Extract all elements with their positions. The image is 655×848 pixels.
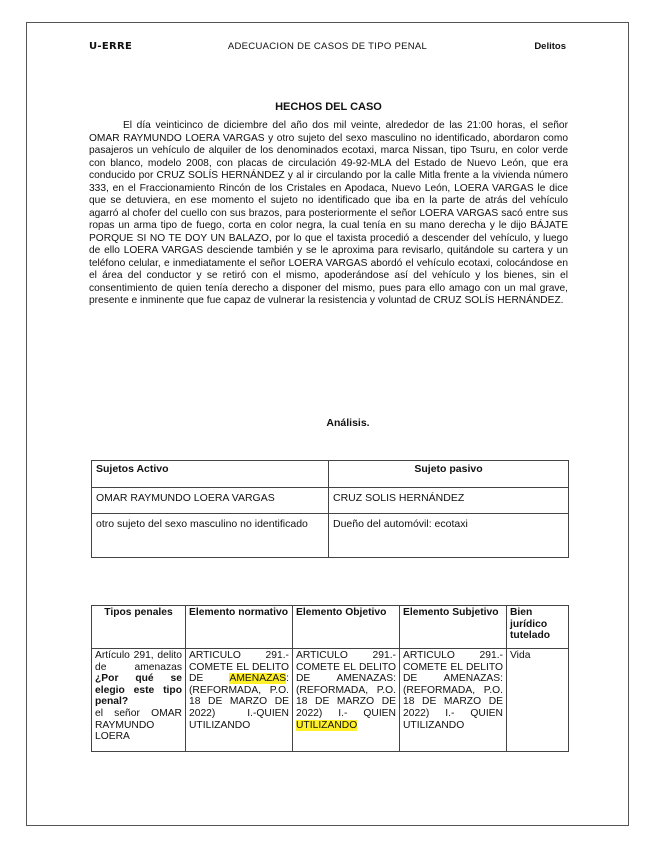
header-protected-legal-good: Bien jurídico tutelado: [507, 606, 569, 649]
cell-normative-element: [186, 649, 293, 752]
cell-protected-good: Vida: [507, 649, 569, 752]
passive-subject-1: CRUZ SOLIS HERNÁNDEZ: [329, 488, 569, 514]
document-page: [26, 22, 629, 826]
table-header-row: [92, 606, 569, 649]
penal-type-question: ¿Por qué se elegio este tipo penal?: [95, 673, 182, 708]
page-header: [89, 41, 566, 55]
case-paragraph: El día veinticinco de diciembre del año dos mil veinte, alrededor de las 21:00 horas, el señor OMAR RAYMUNDO LOERA VARGAS y otro sujeto del sexo masculino no identificado, abordaron como pasajeros un vehículo de alquiler de los denominados ecotaxi, marca Nissan, tipo Tsuru, en color verde con blanco, modelo 2008, con placas de circulación 49-92-MLA del Estado de Nuevo León, que era conducido por CRUZ SOLÍS HERNÁNDEZ y al ir circulando por la calle Mitla frente a la vivienda número 333, en el Fraccionamiento Rincón de los Cristales en Apodaca, Nuevo León, LOERA VARGAS le dice que se detuviera, en ese momento el sujeto no identificado que iba en la parte de atrás del vehículo agarró al chofer del cuello con sus brazos, para posteriormente el señor LOERA VARGAS sacó entre sus ropas un arma tipo de fuego, corta en color negra, la cual tenía en su mano derecha y le dijo BÁJATE PORQUE SI NO TE DOY UN BALAZO, por lo que el taxista procedió a descender del vehículo, y luego de ello LOERA VARGAS desciende también y se le aproxima para revisarlo, quitándole su cartera y un teléfono celular, e inmediatamente el señor LOERA VARGAS abordó el vehículo ecotaxi, colocándose en el área del conductor y se retiró con el mismo, apoderándose así del vehículo y los bienes, sin el consentimiento de quien tenía derecho a disponer del mismo, pues para ello amago con un mal grave, presente e inminente que fue capaz de vulnerar la resistencia y voluntad de CRUZ SOLÍS HERNÁNDEZ.: [89, 120, 568, 306]
passive-subject-2: Dueño del automóvil: ecotaxi: [329, 514, 569, 558]
table-header-row: [92, 461, 569, 488]
uerre-logo: U-ERRE: [89, 41, 133, 52]
table-row: [92, 649, 569, 752]
active-subject-1: OMAR RAYMUNDO LOERA VARGAS: [92, 488, 329, 514]
header-section: Delitos: [534, 41, 566, 52]
subjective-text: ARTICULO 291.- COMETE EL DELITO DE AMENAZAS: (REFORMADA, P.O. 18 DE MARZO DE 2022) I.- QUIEN UTILIZANDO: [403, 650, 503, 731]
table-row: [92, 514, 569, 558]
header-passive-subject: Sujeto pasivo: [329, 461, 569, 488]
header-objective-element: Elemento Objetivo: [293, 606, 400, 649]
active-subject-2: [92, 514, 329, 558]
cell-penal-type: [92, 649, 186, 752]
penal-types-table: [91, 605, 569, 752]
cell-objective-element: [293, 649, 400, 752]
header-active-subjects: Sujetos Activo: [92, 461, 329, 488]
analysis-title: Análisis.: [326, 417, 370, 429]
header-title: ADECUACION DE CASOS DE TIPO PENAL: [227, 41, 428, 52]
objective-text: ARTICULO 291.- COMETE EL DELITO DE AMENAZAS: (REFORMADA, P.O. 18 DE MARZO DE 2022) I.- QUIEN: [296, 650, 396, 719]
header-penal-types: [92, 606, 186, 649]
active-subject-2-text: otro sujeto del sexo masculino no identificado: [96, 518, 308, 530]
table-row: [92, 488, 569, 514]
normative-text-post: : (REFORMADA, P.O. 18 DE MARZO DE 2022) I.-QUIEN UTILIZANDO: [189, 673, 289, 731]
penal-type-justification: el señor OMAR RAYMUNDO LOERA: [95, 707, 182, 743]
header-penal-types-text: Tipos penales: [104, 607, 173, 618]
case-title: HECHOS DEL CASO: [275, 101, 382, 113]
header-normative-element: Elemento normativo: [186, 606, 293, 649]
normative-text-pre: ARTICULO 291.- COMETE EL DELITO DE: [189, 650, 289, 685]
penal-type-article: Artículo 291, delito de amenazas: [95, 650, 182, 673]
header-subjective-element: Elemento Subjetivo: [400, 606, 507, 649]
cell-subjective-element: [400, 649, 507, 752]
normative-highlight: AMENAZAS: [229, 673, 287, 685]
subjects-table: [91, 460, 569, 558]
objective-highlight: UTILIZANDO: [296, 719, 358, 731]
